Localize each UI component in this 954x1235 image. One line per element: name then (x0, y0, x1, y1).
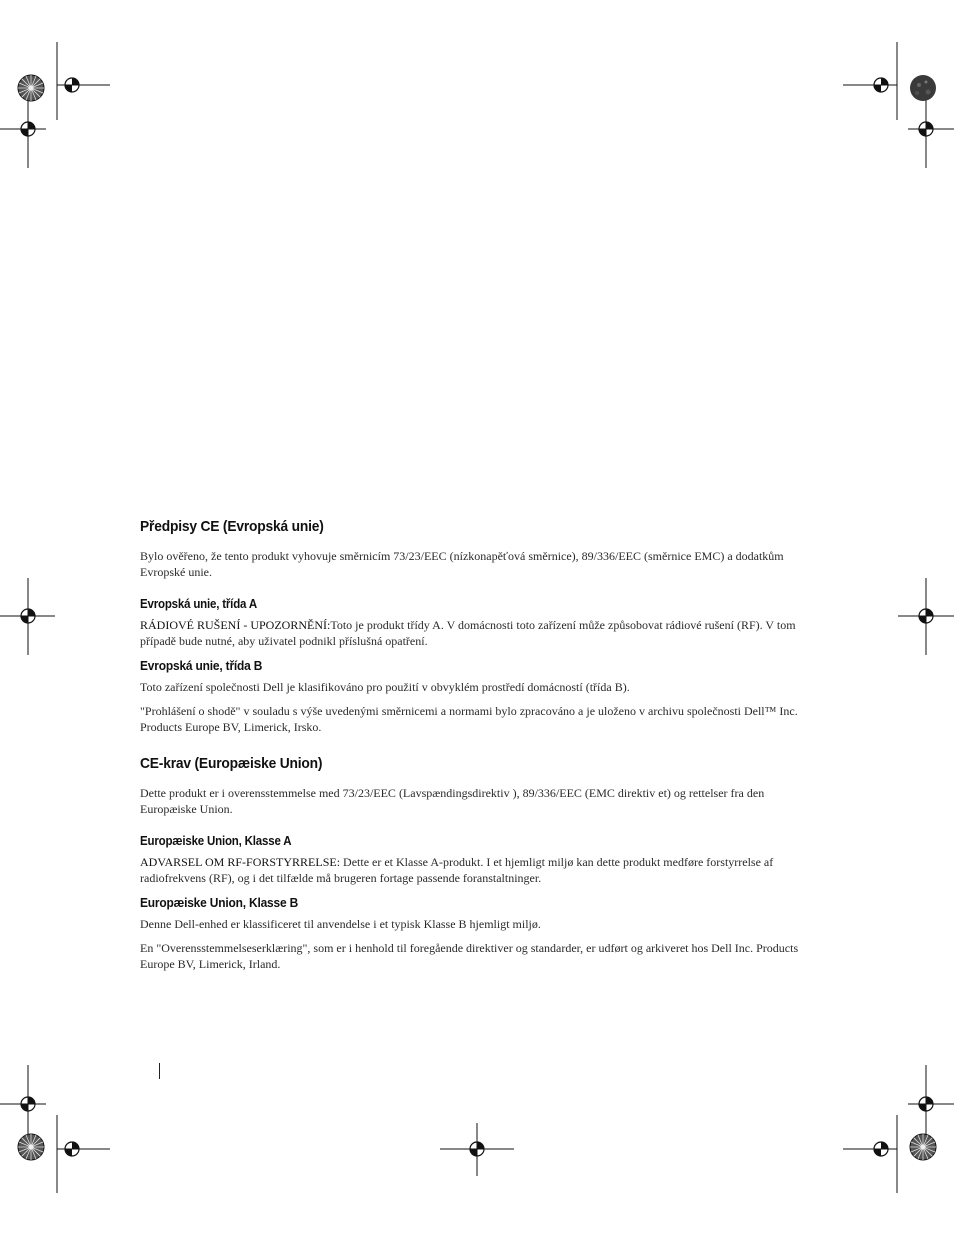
da-class-a-heading: Europæiske Union, Klasse A (140, 834, 292, 848)
cz-intro-paragraph: Bylo ověřeno, že tento produkt vyhovuje směrnicím 73/23/EEC (nízkonapěťová směrnice), 89/336/EEC (směrnice EMC) a dodatkům Evropské unie. (140, 549, 784, 579)
cz-class-b-paragraph-1: Toto zařízení společnosti Dell je klasifikováno pro použití v obvyklém prostředí domácností (třída B). (140, 680, 630, 694)
document-body (140, 518, 816, 980)
da-class-a-paragraph (140, 854, 816, 886)
cz-class-a-heading: Evropská unie, třída A (140, 597, 257, 611)
da-class-b-heading: Europæiske Union, Klasse B (140, 895, 299, 910)
cz-class-a-paragraph (140, 617, 816, 649)
cz-class-b-heading: Evropská unie, třída B (140, 658, 263, 673)
page-number-rule (159, 1063, 160, 1079)
da-intro-paragraph: Dette produkt er i overensstemmelse med 73/23/EEC (Lavspændingsdirektiv ), 89/336/EEC (EMC direktiv et) og rettelser fra den Europæiske Union. (140, 786, 765, 816)
da-class-a-lead: ADVARSEL OM RF-FORSTYRRELSE: (140, 855, 341, 869)
da-section-title: CE-krav (Europæiske Union) (140, 755, 323, 772)
cz-class-a-lead: RÁDIOVÉ RUŠENÍ - UPOZORNĚNÍ: (140, 618, 331, 632)
cz-class-a-text: Toto je produkt třídy A. V domácnosti toto zařízení může způsobovat rádiové rušení (RF). V tom případě bude nutné, aby uživatel podnikl příslušná opatření. (140, 618, 796, 648)
cz-section-title: Předpisy CE (Evropská unie) (140, 518, 324, 535)
da-class-a-text: Dette er et Klasse A-produkt. I et hjemligt miljø kan dette produkt medføre forstyrrelse af radiofrekvens (RF), og i det tilfælde må brugeren fortage passende foranstaltninger. (140, 855, 774, 885)
da-class-b-paragraph-1: Denne Dell-enhed er klassificeret til anvendelse i et typisk Klasse B hjemligt miljø. (140, 917, 541, 931)
cz-class-b-paragraph-2: "Prohlášení o shodě" v souladu s výše uvedenými směrnicemi a normami bylo zpracováno a je uloženo v archivu společnosti Dell™ Inc. Products Europe BV, Limerick, Irsko. (140, 704, 798, 734)
da-class-b-paragraph-2: En "Overensstemmelseserklæring", som er i henhold til foregående direktiver og standarder, er udført og arkiveret hos Dell Inc. Products Europe BV, Limerick, Irland. (140, 941, 799, 971)
